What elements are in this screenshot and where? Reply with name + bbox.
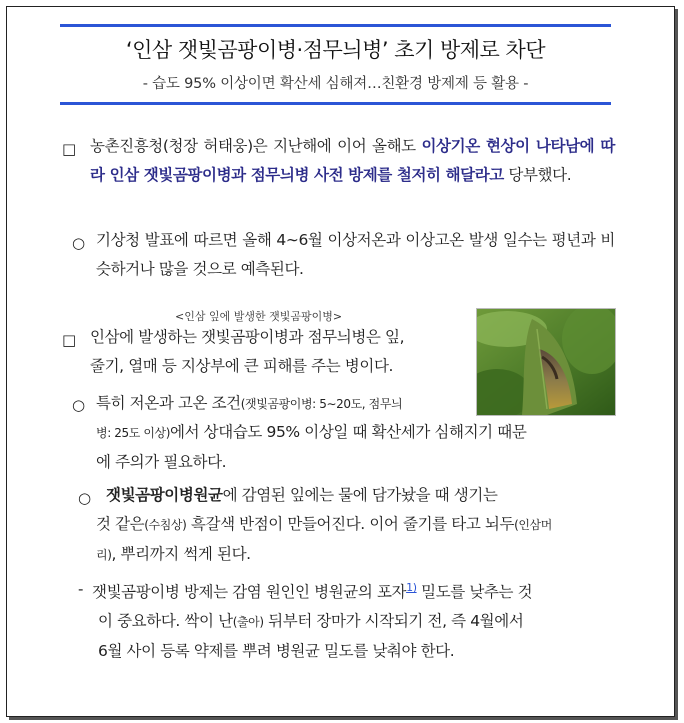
section1-emphasis: 이상기온 현상이 나타남에 따라 인삼 잿빛곰팡이병과 점무늬병 사전 방제를 철저히 해달라고 xyxy=(90,137,615,184)
section2-sub2-small-b: (인삼머 xyxy=(514,518,552,532)
section2-dash-text-b: 밀도를 낮추는 것 xyxy=(416,583,533,602)
section2-dash-small-a: (출아) xyxy=(232,615,264,630)
section2-sub2-text-b: 것 같은 xyxy=(96,515,145,533)
section2-sub1-small-b: 병: 25도 이상) xyxy=(96,426,170,440)
section2-dash-text-d: 뒤부터 장마가 시작되기 전, 즉 4월에서 xyxy=(263,612,524,631)
section2-sub1-text-b: 에서 상대습도 95% 이상일 때 확산세가 심해지기 때문 xyxy=(170,423,527,441)
footnote-link[interactable]: 1) xyxy=(406,581,417,594)
section2-dash-text-e: 6월 사이 등록 약제를 뿌려 병원균 밀도를 낮춰야 한다. xyxy=(98,642,455,661)
section1-paragraph xyxy=(90,132,615,190)
section2-sub2-small-a: (수침상) xyxy=(144,518,187,532)
page-title: ‘인삼 잿빛곰팡이병·점무늬병’ 초기 방제로 차단 xyxy=(125,38,546,62)
section2-sub1-line1 xyxy=(96,389,476,419)
section1-text-tail: 당부했다. xyxy=(503,166,572,184)
section2-dash-paragraph xyxy=(92,573,615,666)
section2-sub2-text-c: 흑갈색 반점이 만들어진다. 이어 줄기를 타고 뇌두 xyxy=(186,515,515,533)
square-bullet-icon: □ xyxy=(62,140,77,158)
section2-sub1-text-a: 특히 저온과 고온 조건 xyxy=(96,394,241,412)
section2-sub1-small-a: (잿빛곰팡이병: 5∼20도, 점무늬 xyxy=(240,397,403,411)
section2-line2: 줄기, 열매 등 지상부에 큰 피해를 주는 병이다. xyxy=(90,357,394,375)
square-bullet-icon-2: □ xyxy=(62,331,77,349)
dash-bullet-icon: - xyxy=(78,580,84,598)
ginseng-leaf-photo xyxy=(476,308,616,416)
section2-sub2-text-d: , 뿌리까지 썩게 된다. xyxy=(111,545,251,563)
section2-sub1-text-c: 에 주의가 필요하다. xyxy=(96,453,227,471)
section2-sub2-text-a: 에 감염된 잎에는 물에 담가놨을 때 생기는 xyxy=(222,486,498,504)
section2-sub2-paragraph xyxy=(96,481,615,570)
circle-bullet-icon-2: ○ xyxy=(72,396,86,414)
bottom-rule xyxy=(60,102,611,105)
section2-dash-text-a: 잿빛곰팡이병 방제는 감염 원인인 병원균의 포자 xyxy=(92,583,407,602)
circle-bullet-icon: ○ xyxy=(72,234,86,252)
top-rule xyxy=(60,24,611,27)
section2-sub2-small-c: 리) xyxy=(96,548,112,562)
section1-sub-paragraph: 기상청 발표에 따르면 올해 4∼6월 이상저온과 이상고온 발생 일수는 평년과 비슷하거나 많을 것으로 예측된다. xyxy=(96,231,615,278)
section2-dash-text-c: 이 중요하다. 싹이 난 xyxy=(98,612,233,631)
section2-line1: 인삼에 발생하는 잿빛곰팡이병과 점무늬병은 잎, xyxy=(90,328,405,346)
section2-paragraph xyxy=(90,323,470,381)
page-subtitle: - 습도 95% 이상이면 확산세 심해져…친환경 방제제 등 활용 - xyxy=(142,76,529,92)
section2-sub2-emphasis: 잿빛곰팡이병원균 xyxy=(106,486,223,504)
section2-sub1-rest xyxy=(96,418,615,477)
photo-caption: <인삼 잎에 발생한 잿빛곰팡이병> xyxy=(175,310,343,323)
circle-bullet-icon-3: ○ xyxy=(78,489,92,507)
section1-text-lead: 농촌진흥청(청장 허태웅)은 지난해에 이어 올해도 xyxy=(90,137,422,155)
